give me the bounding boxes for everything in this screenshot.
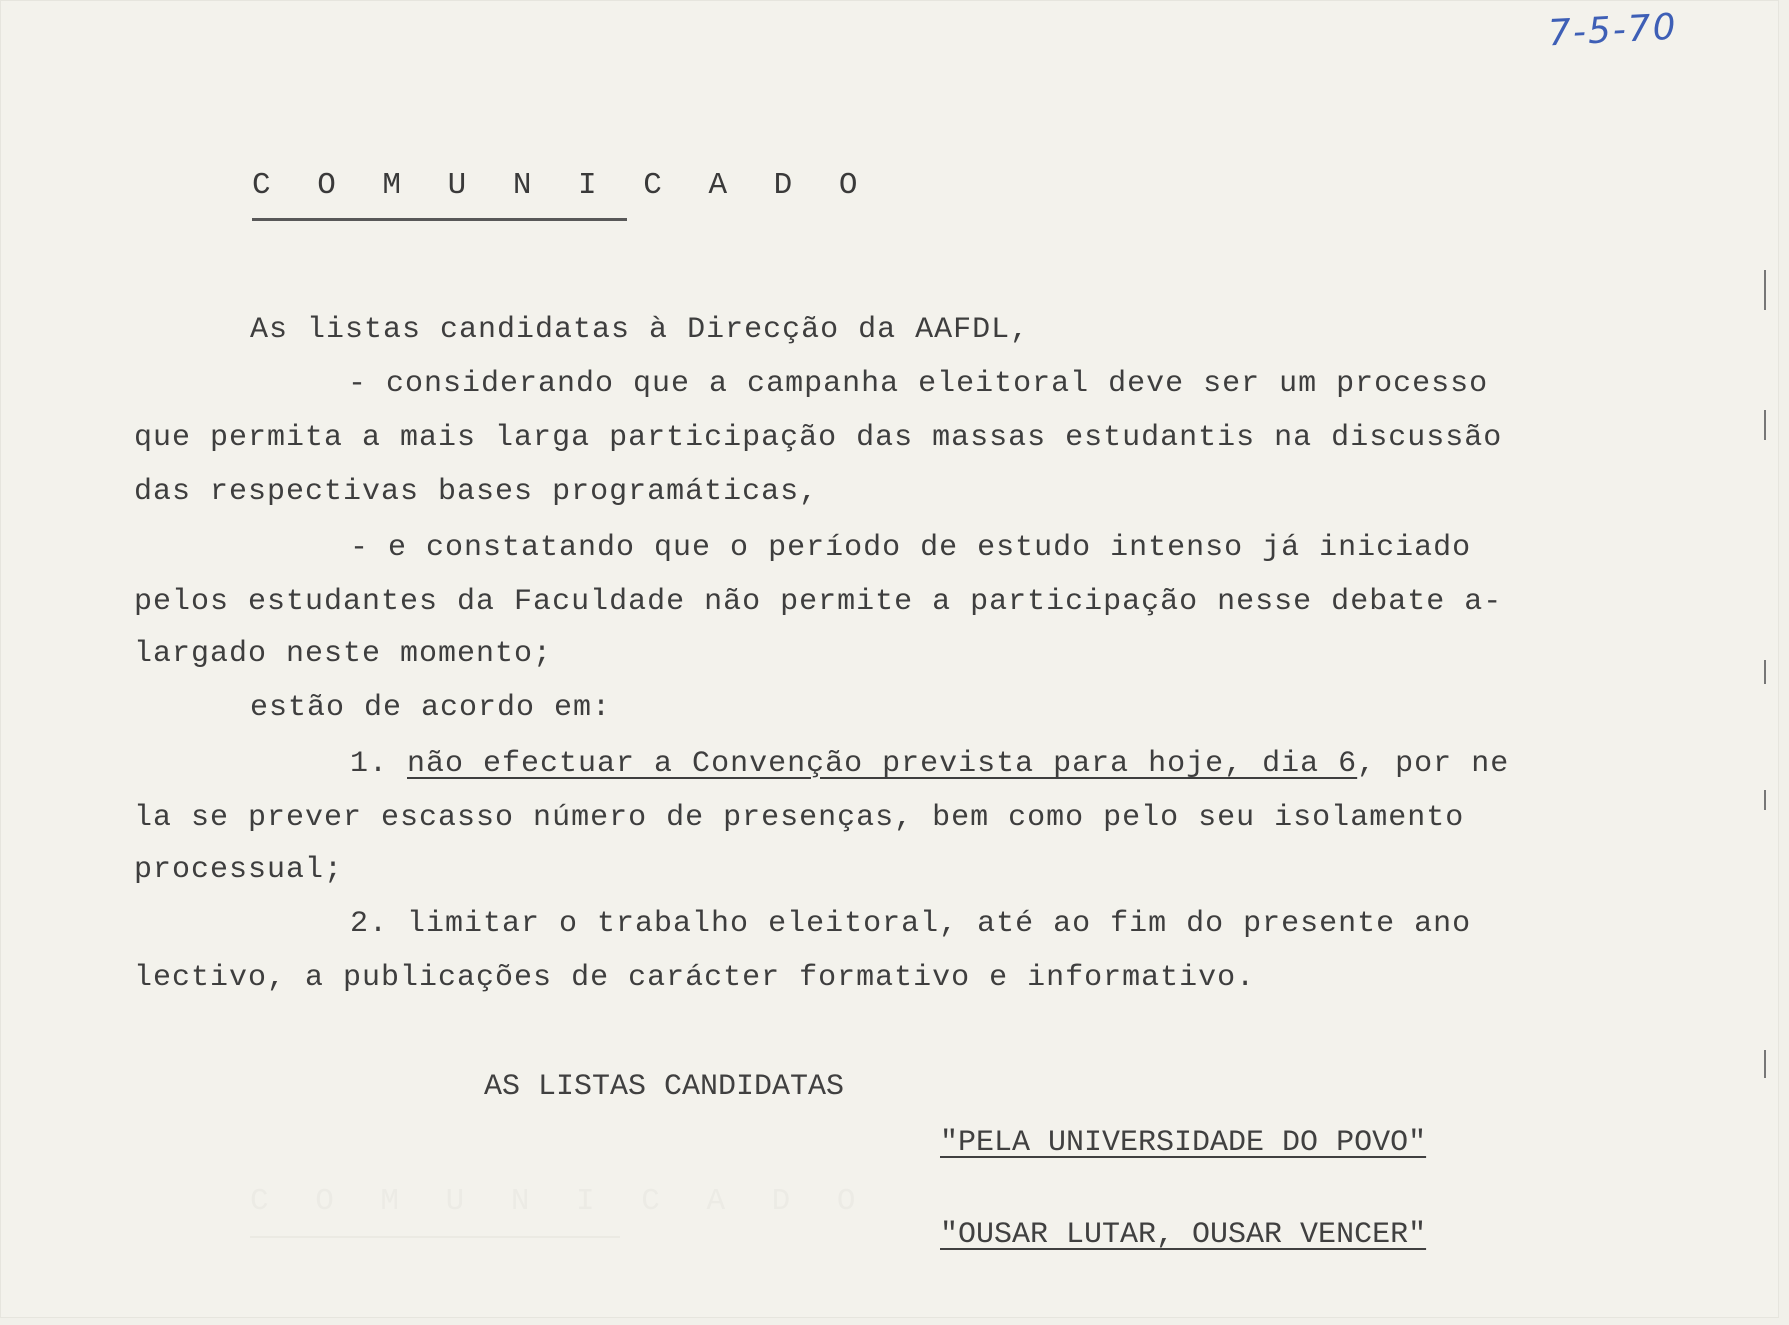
handwritten-date: 7-5-70 [1547,6,1679,55]
signature-list-2: "OUSAR LUTAR, OUSAR VENCER" [940,1218,1427,1252]
document-title: C O M U N I C A D O [252,168,872,203]
body-line-4: das respectivas bases programáticas, [134,475,819,509]
body-line-8: estão de acordo em: [250,691,612,725]
body-line-1: As listas candidatas à Direcção da AAFDL, [250,313,1030,347]
body-line-10: la se prever escasso número de presenças, bem como pelo seu isolamento [134,801,1465,835]
ghost-underline [250,1236,620,1238]
body-line-12: 2. limitar o trabalho eleitoral, até ao fim do presente ano [350,907,1472,941]
body-line-2: - considerando que a campanha eleitoral deve ser um processo [348,367,1489,401]
item-number-1: 1. [350,747,408,781]
ghost-title-showthrough: C O M U N I C A D O [250,1184,870,1219]
body-line-9 [350,744,1509,784]
title-underline [252,218,627,221]
signature-heading: AS LISTAS CANDIDATAS [484,1070,845,1104]
body-line-9-rest: , por ne [1357,747,1510,781]
body-line-6: pelos estudantes da Faculdade não permite a participação nesse debate a- [134,585,1503,619]
body-line-5: - e constatando que o período de estudo intenso já iniciado [350,531,1472,565]
underlined-phrase: não efectuar a Convenção prevista para hoje, dia 6 [407,747,1358,781]
body-line-13: lectivo, a publicações de carácter formativo e informativo. [134,961,1256,995]
signature-list-1: "PELA UNIVERSIDADE DO POVO" [940,1126,1427,1160]
body-line-11: processual; [134,853,344,887]
body-line-3: que permita a mais larga participação das massas estudantis na discussão [134,421,1503,455]
edge-marks [1764,270,1767,1318]
body-line-7: largado neste momento; [134,637,553,671]
